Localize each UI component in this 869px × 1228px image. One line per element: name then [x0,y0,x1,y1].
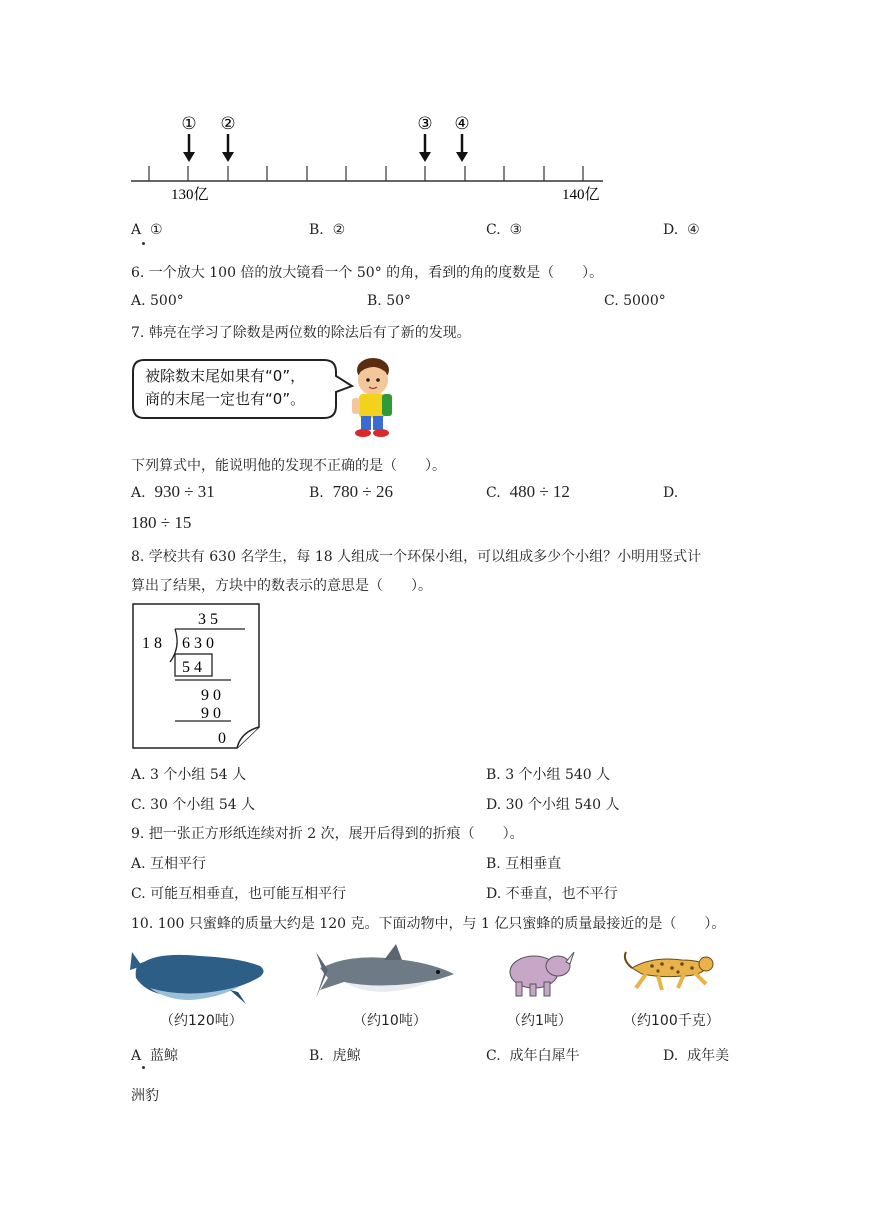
q9-option-c[interactable]: C. 可能互相垂直，也可能互相平行 [131,886,347,902]
q9-option-b[interactable]: B. 互相垂直 [486,856,562,872]
blue-whale-image [130,942,270,1008]
final-remainder: 0 [218,730,226,747]
q7-question: 7. 韩亮在学习了除数是两位数的除法后有了新的发现。 [131,325,471,341]
dividend: 6 3 0 [182,635,214,652]
marker-4: ④ [454,114,470,133]
q9-question: 9. 把一张正方形纸连续对折 2 次，展开后得到的折痕（ ）。 [131,826,524,842]
q10-question: 10. 100 只蜜蜂的质量大约是 120 克。下面动物中，与 1 亿只蜜蜂的质量最接近的是（ ）。 [131,916,726,932]
number-line-figure [125,110,615,205]
q6-option-b[interactable]: B. 50° [367,293,412,309]
orca-shark-image [314,942,462,1008]
q10-option-a[interactable]: A 蓝鲸 [131,1048,179,1064]
q6-question: 6. 一个放大 100 倍的放大镜看一个 50° 的角，看到的角的度数是（ ）。 [131,265,604,281]
q5-option-a[interactable]: A ① [131,222,163,238]
q6-option-c[interactable]: C. 5000° [604,293,666,309]
remainder-1: 9 0 [201,687,221,704]
q8-option-c[interactable]: C. 30 个小组 54 人 [131,797,256,813]
product-2: 9 0 [201,705,221,722]
q7-prompt: 下列算式中，能说明他的发现不正确的是（ ）。 [131,458,446,474]
q10-option-b[interactable]: B. 虎鲸 [309,1048,361,1064]
q6-option-a[interactable]: A. 500° [131,293,184,309]
caption-jaguar: （约100千克） [623,1013,720,1029]
q7-option-d-letter[interactable]: D. [663,485,679,501]
q7-option-a[interactable]: A. 930 ÷ 31 [131,482,215,501]
q8-option-b[interactable]: B. 3 个小组 540 人 [486,767,611,783]
q5-option-d[interactable]: D. ④ [663,222,700,238]
q7-option-c[interactable]: C. 480 ÷ 12 [486,482,570,501]
caption-orca: （约10吨） [353,1013,427,1029]
q8-option-a[interactable]: A. 3 个小组 54 人 [131,767,247,783]
marker-3: ③ [417,114,433,133]
boy-illustration [352,358,392,437]
boxed-value: 5 4 [182,659,202,676]
q8-option-d[interactable]: D. 30 个小组 540 人 [486,797,620,813]
q10-option-c[interactable]: C. 成年白犀牛 [486,1048,580,1064]
q8-question-line1: 8. 学校共有 630 名学生，每 18 人组成一个环保小组，可以组成多少个小组？小明用竖式计 [131,549,702,565]
dot-mark [142,242,145,245]
divisor: 1 8 [142,635,162,652]
q10-option-d[interactable]: D. 成年美 [663,1048,730,1064]
caption-blue-whale: （约120吨） [160,1013,243,1029]
arrow-icon-3 [419,134,431,162]
start-label: 130亿 [171,187,209,203]
q7-option-d-expr[interactable]: 180 ÷ 15 [131,513,192,532]
long-division-card [131,602,263,752]
q5-option-b[interactable]: B. ② [309,222,346,238]
bubble-line-1: 被除数末尾如果有“0”， [145,367,306,385]
q5-option-c[interactable]: C. ③ [486,222,523,238]
white-rhino-image [500,942,580,1004]
quotient: 3 5 [198,611,218,628]
q8-question-line2: 算出了结果，方块中的数表示的意思是（ ）。 [131,578,432,594]
q7-option-b[interactable]: B. 780 ÷ 26 [309,482,393,501]
arrow-icon-4 [456,134,468,162]
marker-2: ② [220,114,236,133]
number-line-ticks [149,166,583,181]
dot-mark [142,1066,145,1069]
q10-option-d-wrap: 洲豹 [131,1088,159,1104]
jaguar-image [622,946,718,996]
q9-option-a[interactable]: A. 互相平行 [131,856,207,872]
q9-option-d[interactable]: D. 不垂直，也不平行 [486,886,618,902]
marker-1: ① [181,114,197,133]
arrow-icon-2 [222,134,234,162]
bubble-line-2: 商的末尾一定也有“0”。 [145,390,306,408]
caption-rhino: （约1吨） [507,1013,572,1029]
arrow-icon-1 [183,134,195,162]
end-label: 140亿 [562,187,600,203]
